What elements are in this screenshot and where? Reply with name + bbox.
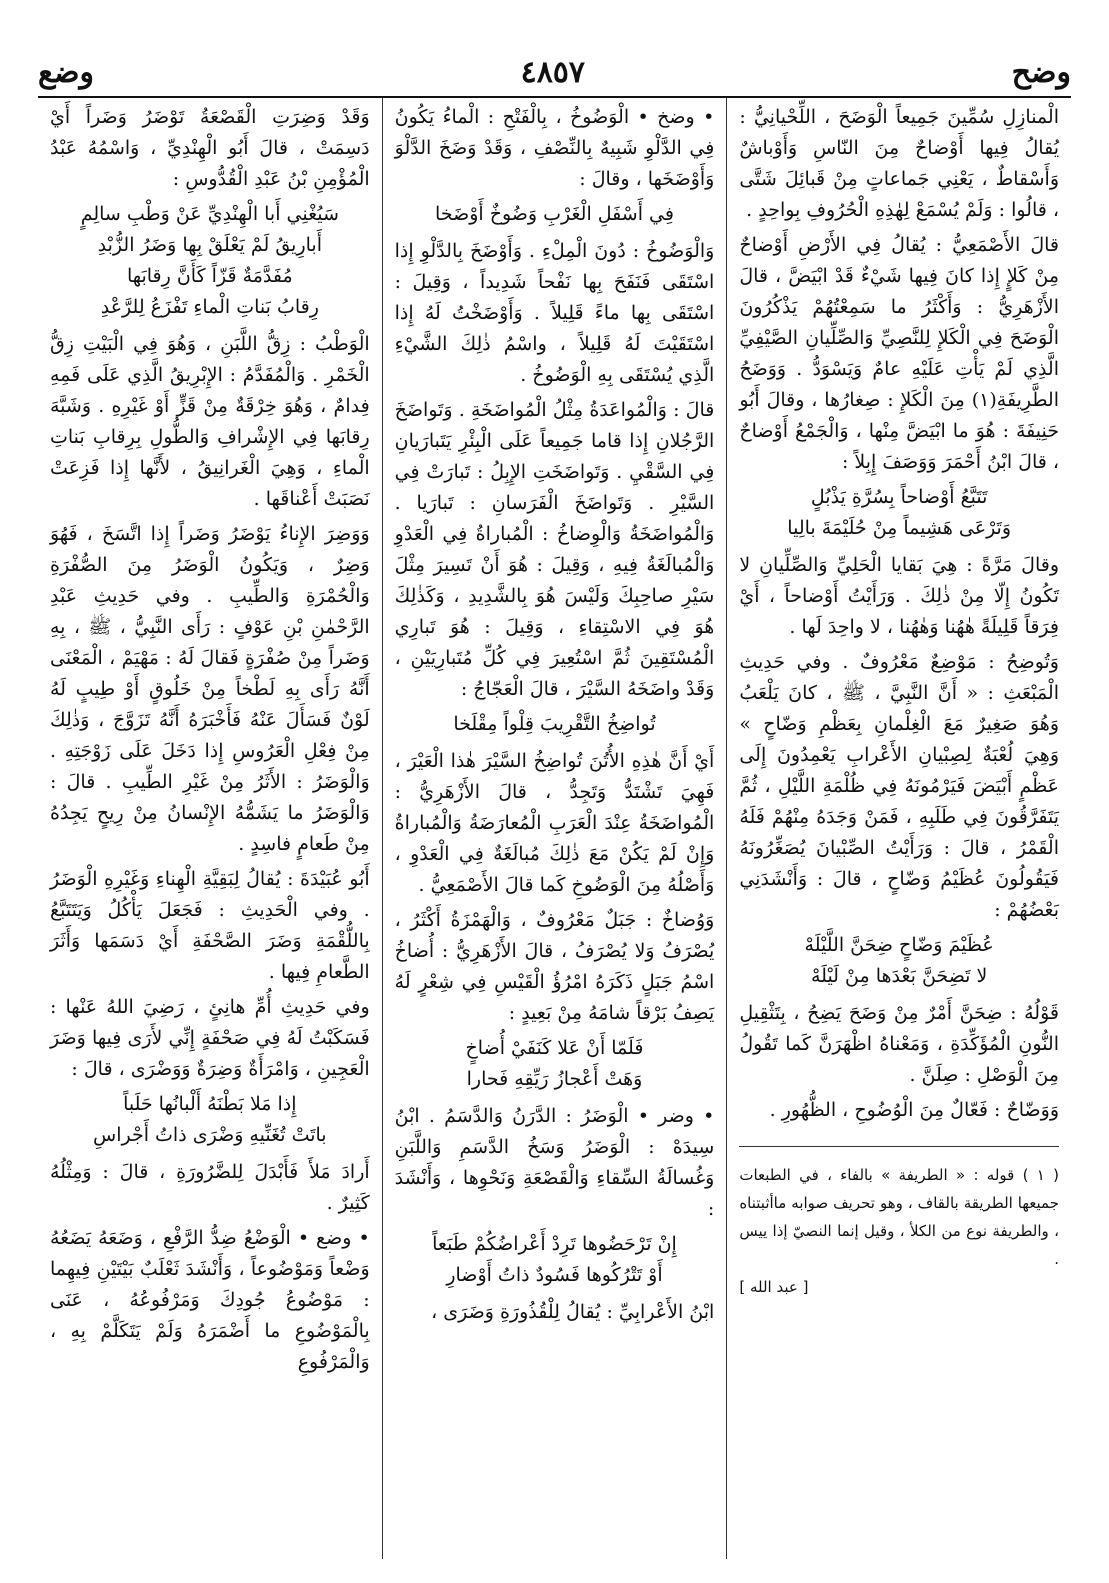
verse xyxy=(395,1229,715,1291)
paragraph: وَالْوَضُوخُ : دُونَ الْمِلْءِ . وَأَوْضَخَ بِالدَّلْوِ إِذا اسْتَقَى فَنَفَحَ بِها نَفْحاً شَدِيداً ، وَقِيلَ : اسْتَقَى بِها ماءً قَلِيلاً . وَأَوْضَخْتُ لَهُ إِذا اسْتَقَيْتَ لَهُ قَلِيلاً ، واسْمُ ذٰلِكَ الشَّيْءِ الَّذِي يُسْتَقَى بِهِ الْوَضُوخُ . xyxy=(394,240,715,386)
header-right-word: وضح xyxy=(1011,55,1071,90)
verse-line: سَيُغْنِي أَبا الْهِنْدِيِّ عَنْ وَطْبِ سالِمٍ xyxy=(80,203,339,225)
column-middle xyxy=(383,98,728,1559)
paragraph: ابْنُ الأَعْرابِيِّ : يُقالُ لِلْقُذُورَةِ وَضَرَى ، xyxy=(431,1301,715,1323)
entry-wadakh: • وضخ • الْوَضُوخُ ، بِالْفَتْحِ : الْماءُ يَكُونُ فِي الدَّلْوِ شَبِيهٌ بِالنِّصْفِ ، وَقَدْ وَضَخَ الدَّلْوَ وَأَوْضَخَها ، وقالَ : xyxy=(394,106,715,190)
paragraph: وَوَضّاحٌ : فَعّالٌ مِنَ الْوُضُوحِ ، الظُّهُورِ . xyxy=(769,1099,1059,1121)
verse-line: وَتَرْعَى هَشِيماً مِنْ حُلَيْمَةَ بالِيا xyxy=(787,517,1012,539)
page-header xyxy=(38,40,1071,98)
paragraph: وَتُوضِحُ : مَوْضِعٌ مَعْرُوفٌ . وفي حَدِيثِ الْمَبْعَثِ : « أَنَّ النَّبِيَّ ، ﷺ ، كانَ يَلْعَبُ وَهُوَ صَغِيرٌ مَعَ الْغِلْمانِ بِعَظْمِ وَضّاحٍ » وَهِيَ لُعْبَةٌ لِصِبْيانِ الأَعْرابِ يَعْمِدُونَ إِلَى عَظْمٍ أَبْيَضَ فَيَرْمُونَهُ فِي ظُلْمَةِ اللَّيْلِ ، ثُمَّ يَتَفَرَّقُونَ فِي طَلَبِهِ ، فَمَنْ وَجَدَهُ مِنْهُمْ فَلَهُ الْقَمْرُ ، قالَ : وَرَأَيْتُ الصِّبْيانَ يُصَغِّرُونَهُ فَيَقُولُونَ عُظَيْمُ وَضّاحٍ ، قالَ : وَأَنْشَدَنِي بَعْضُهُمْ : xyxy=(739,651,1059,921)
verse-line: تَتَبَّعُ أَوْضاحاً بِسُرَّةِ يَذْبُلٍ xyxy=(810,486,988,508)
column-right xyxy=(727,98,1071,1559)
paragraph: وفي حَدِيثِ أُمِّ هانِئٍ ، رَضِيَ اللهُ عَنْها : فَسَكَبْتُ لَهُ فِي صَحْفَةٍ إِنِّي لأَرَى فِيها وَضَرَ الْعَجِينِ ، وَامْرَأَةٌ وَضِرَةٌ وَوَضْرَى ، قالَ : xyxy=(49,996,370,1080)
paragraph: الْوَطْبُ : زِقُّ اللَّبَنِ ، وَهُوَ فِي الْبَيْتِ زِقُّ الْخَمْرِ . وَالْمُفَدَّمُ : الإِبْرِيقُ الَّذِي عَلَى فَمِهِ فِدامٌ ، وَهُوَ خِرْقَةٌ مِنْ قَزٍّ أَوْ غَيْرِهِ . وَشَبَّهَ رِقابَها فِي الإِشْرافِ وَالطُّولِ بِرِقابِ بَناتِ الْماءِ ، وَهِيَ الْغَرانِيقُ ، لأَنَّها إِذا فَزِعَتْ نَصَبَتْ أَعْناقَها . xyxy=(49,333,370,510)
verse xyxy=(395,709,715,740)
footnote-text: ( ١ ) قوله : « الطريفة » بالفاء ، في الطبعات جميعها الطريقة بالقاف ، وهو تحريف صوابه ماأثبتناه ، والطريفة نوع من الكلأ ، وقيل إنما النصيّ إذا ييس . xyxy=(739,1166,1059,1268)
entry-wada: • وضع • الْوَضْعُ ضِدُّ الرَّفْعِ ، وَضَعَهُ يَضَعُهُ وَضْعاً وَمَوْضُوعاً ، وَأَنْشَدَ ثَعْلَبٌ بَيْتَيْنِ فِيهِما : مَوْضُوعُ جُودِكَ وَمَرْفُوعُهُ ، عَنَى بِالْمَوْضُوعِ ما أَضْمَرَهُ وَلَمْ يَتَكَلَّمْ بِهِ ، وَالْمَرْفُوعِ xyxy=(49,1227,370,1373)
paragraph: أَرادَ مَلأَ فَأَبْدَلَ لِلضَّرُورَةِ ، قالَ : وَمِثْلُهُ كَثِيرٌ . xyxy=(49,1161,370,1214)
verse xyxy=(739,482,1059,544)
text-columns xyxy=(38,98,1071,1559)
verse xyxy=(395,1033,715,1095)
paragraph: وَقَدْ وَضِرَتِ الْقَصْعَةُ تَوْضَرُ وَضَراً أَيْ دَسِمَتْ ، قالَ أَبُو الْهِنْدِيِّ ، وَاسْمُهُ عَبْدُ الْمُؤْمِنِ بْنُ عَبْدِ الْقُدُّوسِ : xyxy=(49,106,370,190)
verse-line: إِنْ تَرْحَضُوها تَرِدْ أَعْراضُكُمْ طَبَعاً xyxy=(432,1233,677,1255)
paragraph: قالَ : وَالْمُواعَدَةُ مِثْلُ الْمُواضَخَةِ . وَتَواضَخَ الرَّجُلانِ إِذا قاما جَمِيعاً عَلَى الْبِئْرِ يَتَبارَيانِ فِي السَّقْيِ . وَتَواضَخَتِ الإِبِلُ : تَبارَتْ فِي السَّيْرِ . وَتَواضَخَ الْفَرَسانِ : تَبارَيا . وَالْمُواضَخَةُ وَالْوِضاخُ : الْمُباراةُ فِي الْعَدْوِ وَالْمُبالَغَةُ فِيهِ ، وَقِيلَ : هُوَ أَنْ تَسِيرَ مِثْلَ سَيْرِ صاحِبِكَ وَلَيْسَ هُوَ بِالشَّدِيدِ ، وَكَذٰلِكَ هُوَ فِي الاسْتِقاءِ ، وَقِيلَ : هُوَ تَبارِي الْمُسْتَقِينَ ثُمَّ اسْتُعِيرَ فِي كُلِّ مُتَبارِيَيْنِ ، وَقَدْ واضَخَهُ السَّيْرَ ، قالَ الْعَجّاجُ : xyxy=(394,399,715,700)
verse-line: فَلَمّا أَنْ عَلا كَنَفَيْ أُضاخٍ xyxy=(465,1037,644,1059)
verse xyxy=(50,199,370,323)
paragraph: الْمنازِلِ سُمِّينَ جَمِيعاً الْوَضَحَ ، اللِّحْيانِيُّ : يُقالُ فِيها أَوْضاحٌ مِنَ النّاسِ وَأَوْباشٌ وَأَسْقاطٌ ، يَعْنِي جَماعاتٍ مِنْ قَبائِلَ شَتَّى ، قالُوا : وَلَمْ يُسْمَعْ لِهٰذِهِ الْحُرُوفِ بِواحِدٍ . xyxy=(739,106,1059,221)
verse xyxy=(50,1089,370,1151)
verse-line: وَهَتْ أَعْجازُ رَيِّقِهِ فَحارا xyxy=(466,1068,643,1090)
entry-wadar: • وضر • الْوَضَرُ : الدَّرَنُ وَالدَّسَمُ . ابْنُ سِيدَهْ : الْوَضَرُ وَسَخُ الدَّسَمِ وَاللَّبَنِ وَغُسالَةُ السِّقاءِ وَالْقَصْعَةِ وَنَحْوِها ، وَأَنْشَدَ : xyxy=(394,1105,715,1220)
verse-line: أَبارِيقُ لَمْ يَعْلَقْ بِها وَضَرُ الزُّبْدِ xyxy=(97,234,322,256)
verse-line: فِي أَسْفَلِ الْغَرْبِ وَضُوخٌ أَوْضَخا xyxy=(435,203,674,225)
verse-line: لا تَضِحَنَّ بَعْدَها مِنْ لَيْلَهْ xyxy=(810,965,988,987)
paragraph: قَوْلُهُ : ضِحَنَّ أَمْرٌ مِنْ وَضَحَ يَضِحُ ، بِتَثْقِيلِ النُّونِ الْمُؤَكِّدَةِ ، وَمَعْناهُ اظْهَرَنَّ كَما تَقُولُ مِنَ الْوَصْلِ : صِلَنَّ . xyxy=(739,1002,1059,1086)
verse xyxy=(395,199,715,230)
paragraph: وقالَ مَرَّةً : هِيَ بَقايا الْحَلِيِّ وَالصِّلِّيانِ لا تَكُونُ إِلّا مِنْ ذٰلِكَ . وَرَأَيْتُ أَوْضاحاً ، أَيْ فِرَقاً قَلِيلَةً هٰهُنا وَهٰهُنا ، لا واحِدَ لَها . xyxy=(739,554,1059,638)
paragraph: أَيْ أَنَّ هٰذِهِ الأُتُنَ تُواضِخُ السَّيْرَ هٰذا الْعَيْرَ ، فَهِيَ تَشْتَدُّ وَتَجِدُّ ، قالَ الأَزْهَرِيُّ : الْمُواضَخَةُ عِنْدَ الْعَرَبِ الْمُعارَضَةُ وَالْمُباراةُ وَإِنْ لَمْ يَكُنْ مَعَ ذٰلِكَ مُبالَغَةٌ فِي الْعَدْوِ ، وَأَصْلُهُ مِنَ الْوَضُوخِ كَما قالَ الأَصْمَعِيُّ . xyxy=(394,750,715,896)
verse-line: أَوْ تَتْرُكُوها فَسُودٌ ذاتُ أَوْضارِ xyxy=(446,1264,663,1286)
paragraph: قالَ الأَصْمَعِيُّ : يُقالُ فِي الأَرْضِ أَوْضاحٌ مِنْ كَلإٍ إِذا كانَ فِيها شَيْءٌ قَدْ ابْيَضَّ ، قالَ الأَزْهَرِيُّ : وَأَكْثَرُ ما سَمِعْتُهُمْ يَذْكُرُونَ الْوَضَحَ فِي الْكَلإِ لِلنَّصِيِّ وَالصِّلِّيانِ الصَّيْفِيِّ الَّذِي لَمْ يَأْتِ عَلَيْهِ عامٌ وَيَسْوَدُّ . وَوَضَحُ الطَّرِيفَةِ(١) مِنَ الْكَلإِ : صِغارُها ، وقالَ أَبُو حَنِيفَةَ : هُوَ ما ابْيَضَّ مِنْها ، وَالْجَمْعُ أَوْضاحٌ ، قالَ ابْنُ أَحْمَرَ وَوَصَفَ إِبِلاً : xyxy=(739,234,1059,473)
footnote-signature: [ عبد الله ] xyxy=(739,1278,809,1296)
paragraph: وَوُضاخٌ : جَبَلٌ مَعْرُوفٌ ، وَالْهَمْزَةُ أَكْثَرُ ، يُصْرَفُ وَلا يُصْرَفُ ، قالَ الأَزْهَرِيُّ : أُضاخُ اسْمُ جَبَلٍ ذَكَرَهُ امْرُؤُ الْقَيْسِ فِي شِعْرٍ لَهُ يَصِفُ بَرْقاً شامَهُ مِنْ بَعِيدٍ : xyxy=(394,909,715,1024)
footnote xyxy=(739,1146,1059,1301)
verse-line: مُفَدَّمَةٌ قَزّاً كَأَنَّ رِقابَها xyxy=(126,265,293,287)
verse-line: عُظَيْمَ وَضّاحٍ ضِحَنَّ اللَّيْلَهْ xyxy=(804,934,994,956)
page-number: ٤٨٥٧ xyxy=(520,55,586,90)
verse xyxy=(739,930,1059,992)
verse-line: تُواضِخُ التَّقْرِيبَ قِلْواً مِقْلَخا xyxy=(453,713,656,735)
paragraph: وَوَضِرَ الإِناءُ يَوْضَرُ وَضَراً إِذا اتَّسَخَ ، فَهُوَ وَضِرٌ ، وَيَكُونُ الْوَضَرُ مِنَ الصُّفْرَةِ وَالْحُمْرَةِ وَالطِّيبِ . وفي حَدِيثِ عَبْدِ الرَّحْمٰنِ بْنِ عَوْفٍ : رَأَى النَّبِيُّ ، ﷺ ، بِهِ وَضَراً مِنْ صُفْرَةٍ فَقالَ لَهُ : مَهْيَمْ ، الْمَعْنَى أَنَّهُ رَأَى بِهِ لَطْخاً مِنْ خَلُوقٍ أَوْ طِيبٍ لَهُ لَوْنٌ فَسَأَلَ عَنْهُ فَأَخْبَرَهُ أَنَّهُ تَزَوَّجَ ، وَذٰلِكَ مِنْ فِعْلِ الْعَرُوسِ إِذا دَخَلَ عَلَى زَوْجَتِهِ . وَالْوَضَرُ : الأَثَرُ مِنْ غَيْرِ الطِّيبِ . قالَ : وَالْوَضَرُ ما يَشَمُّهُ الإِنْسانُ مِنْ رِيحٍ يَجِدُهُ مِنْ طَعامٍ فاسِدٍ . xyxy=(49,523,370,855)
column-left xyxy=(38,98,383,1559)
verse-line: رِقابُ بَناتِ الْماءِ تَفْزَعُ لِلرَّعْدِ xyxy=(100,296,319,318)
verse-line: باتَتْ تُغَنِّيهِ وَضْرَى ذاتُ أَجْراسِ xyxy=(93,1124,327,1146)
verse-line: إِذا مَلا بَطْنَهُ أَلْبانُها حَلَباً xyxy=(123,1093,297,1115)
paragraph: أَبُو عُبَيْدَةَ : يُقالُ لِبَقِيَّةِ الْهِناءِ وَغَيْرِهِ الْوَضَرُ . وفي الْحَدِيثِ : فَجَعَلَ يَأْكُلُ وَيَتَتَبَّعُ بِاللُّقْمَةِ وَضَرَ الصَّحْفَةِ أَيْ دَسَمَها وَأَثَرَ الطَّعامِ فِيها . xyxy=(49,868,370,983)
header-left-word: وضع xyxy=(38,55,94,90)
